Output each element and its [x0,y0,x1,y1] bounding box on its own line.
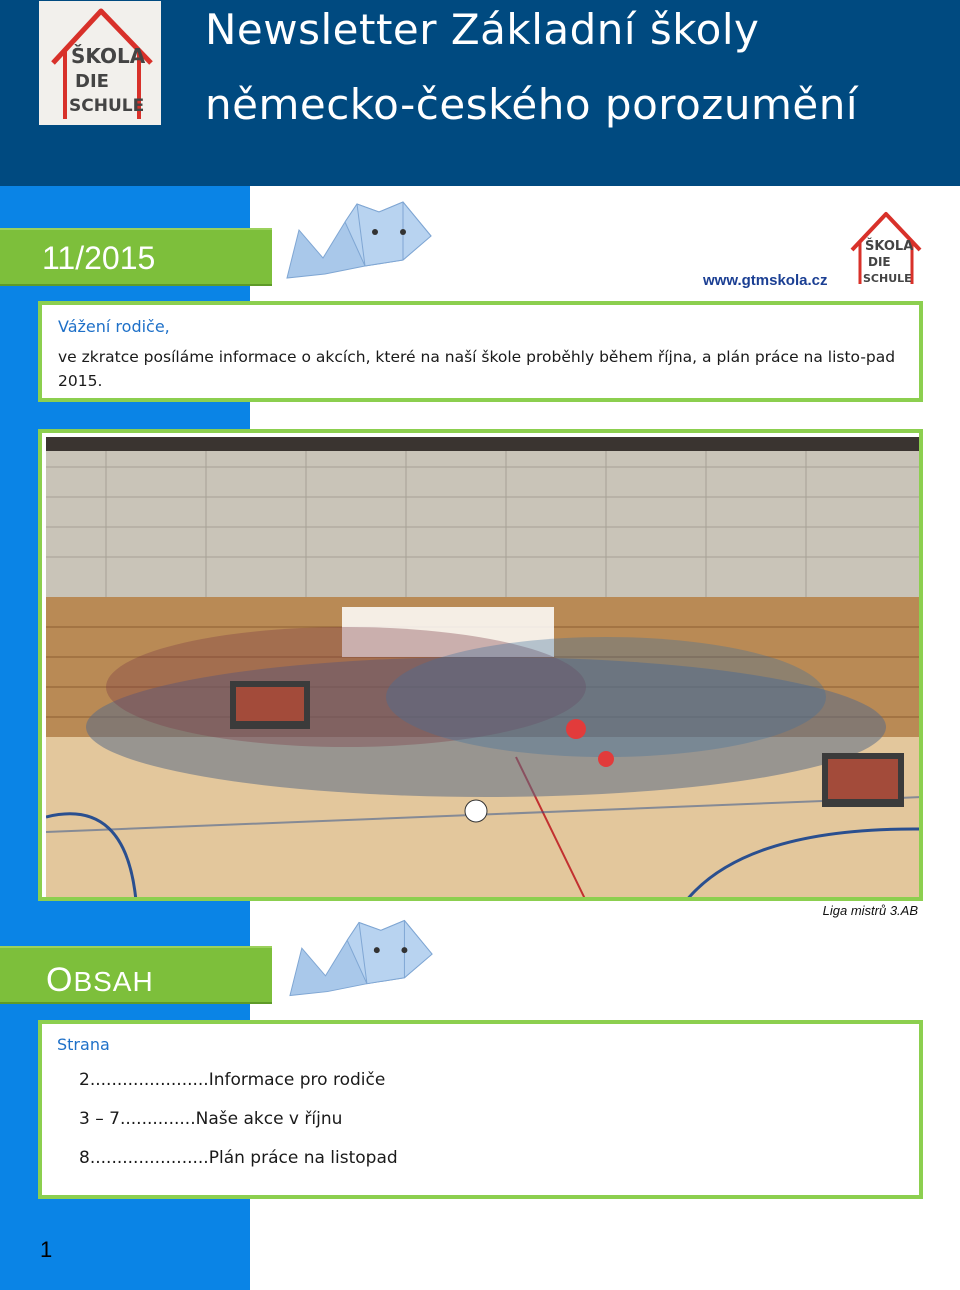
origami-cat-icon [285,200,435,284]
issue-date: 11/2015 [42,240,156,276]
page-number: 1 [40,1237,53,1262]
school-logo-icon [39,1,161,125]
svg-text:SCHULE: SCHULE [69,96,145,116]
toc-entry-dots: ...................... [89,1148,209,1168]
toc-entry[interactable] [79,1070,385,1090]
toc-entry-text: Naše akce v říjnu [195,1109,343,1129]
school-logo-small-icon [846,208,926,290]
toc-title [46,961,154,1000]
intro-box [38,301,923,402]
gym-group-photo [46,437,923,901]
intro-greeting: Vážení rodiče, [58,317,170,336]
toc-entry-page: 3 – 7 [79,1109,120,1129]
toc-title-initial: O [46,961,74,999]
photo-caption: Liga mistrů 3.AB [822,903,918,918]
toc-entry-dots: ...................... [89,1070,209,1090]
svg-text:SCHULE: SCHULE [863,272,912,285]
toc-entry-page: 8 [79,1148,90,1168]
toc-tab [0,946,272,1004]
svg-text:ŠKOLA: ŠKOLA [865,239,914,254]
toc-page-header: Strana [57,1035,110,1054]
newsletter-title-line2: německo-českého porozumění [205,80,859,129]
intro-body: ve zkratce posíláme informace o akcích, které na naší škole proběhly během října, a plán práce na listo-pad 2015. [58,348,896,390]
toc-title-rest: BSAH [73,966,154,997]
toc-entry-dots: .............. [119,1109,196,1129]
origami-cat-icon [288,918,436,1002]
toc-entry-text: Plán práce na listopad [208,1148,398,1168]
toc-entry-page: 2 [79,1070,90,1090]
svg-text:DIE: DIE [868,255,891,269]
toc-entry[interactable] [79,1148,398,1168]
newsletter-title-line1: Newsletter Základní školy [205,5,760,54]
svg-text:ŠKOLA: ŠKOLA [71,44,146,68]
class-photo [38,429,923,901]
website-link[interactable]: www.gtmskola.cz [703,272,828,289]
header-banner [0,0,960,186]
issue-date-tab [0,228,272,286]
toc-box [38,1020,923,1199]
school-logo [39,1,161,125]
svg-text:DIE: DIE [75,71,109,92]
toc-entry-text: Informace pro rodiče [208,1070,386,1090]
toc-entry[interactable] [79,1109,342,1129]
